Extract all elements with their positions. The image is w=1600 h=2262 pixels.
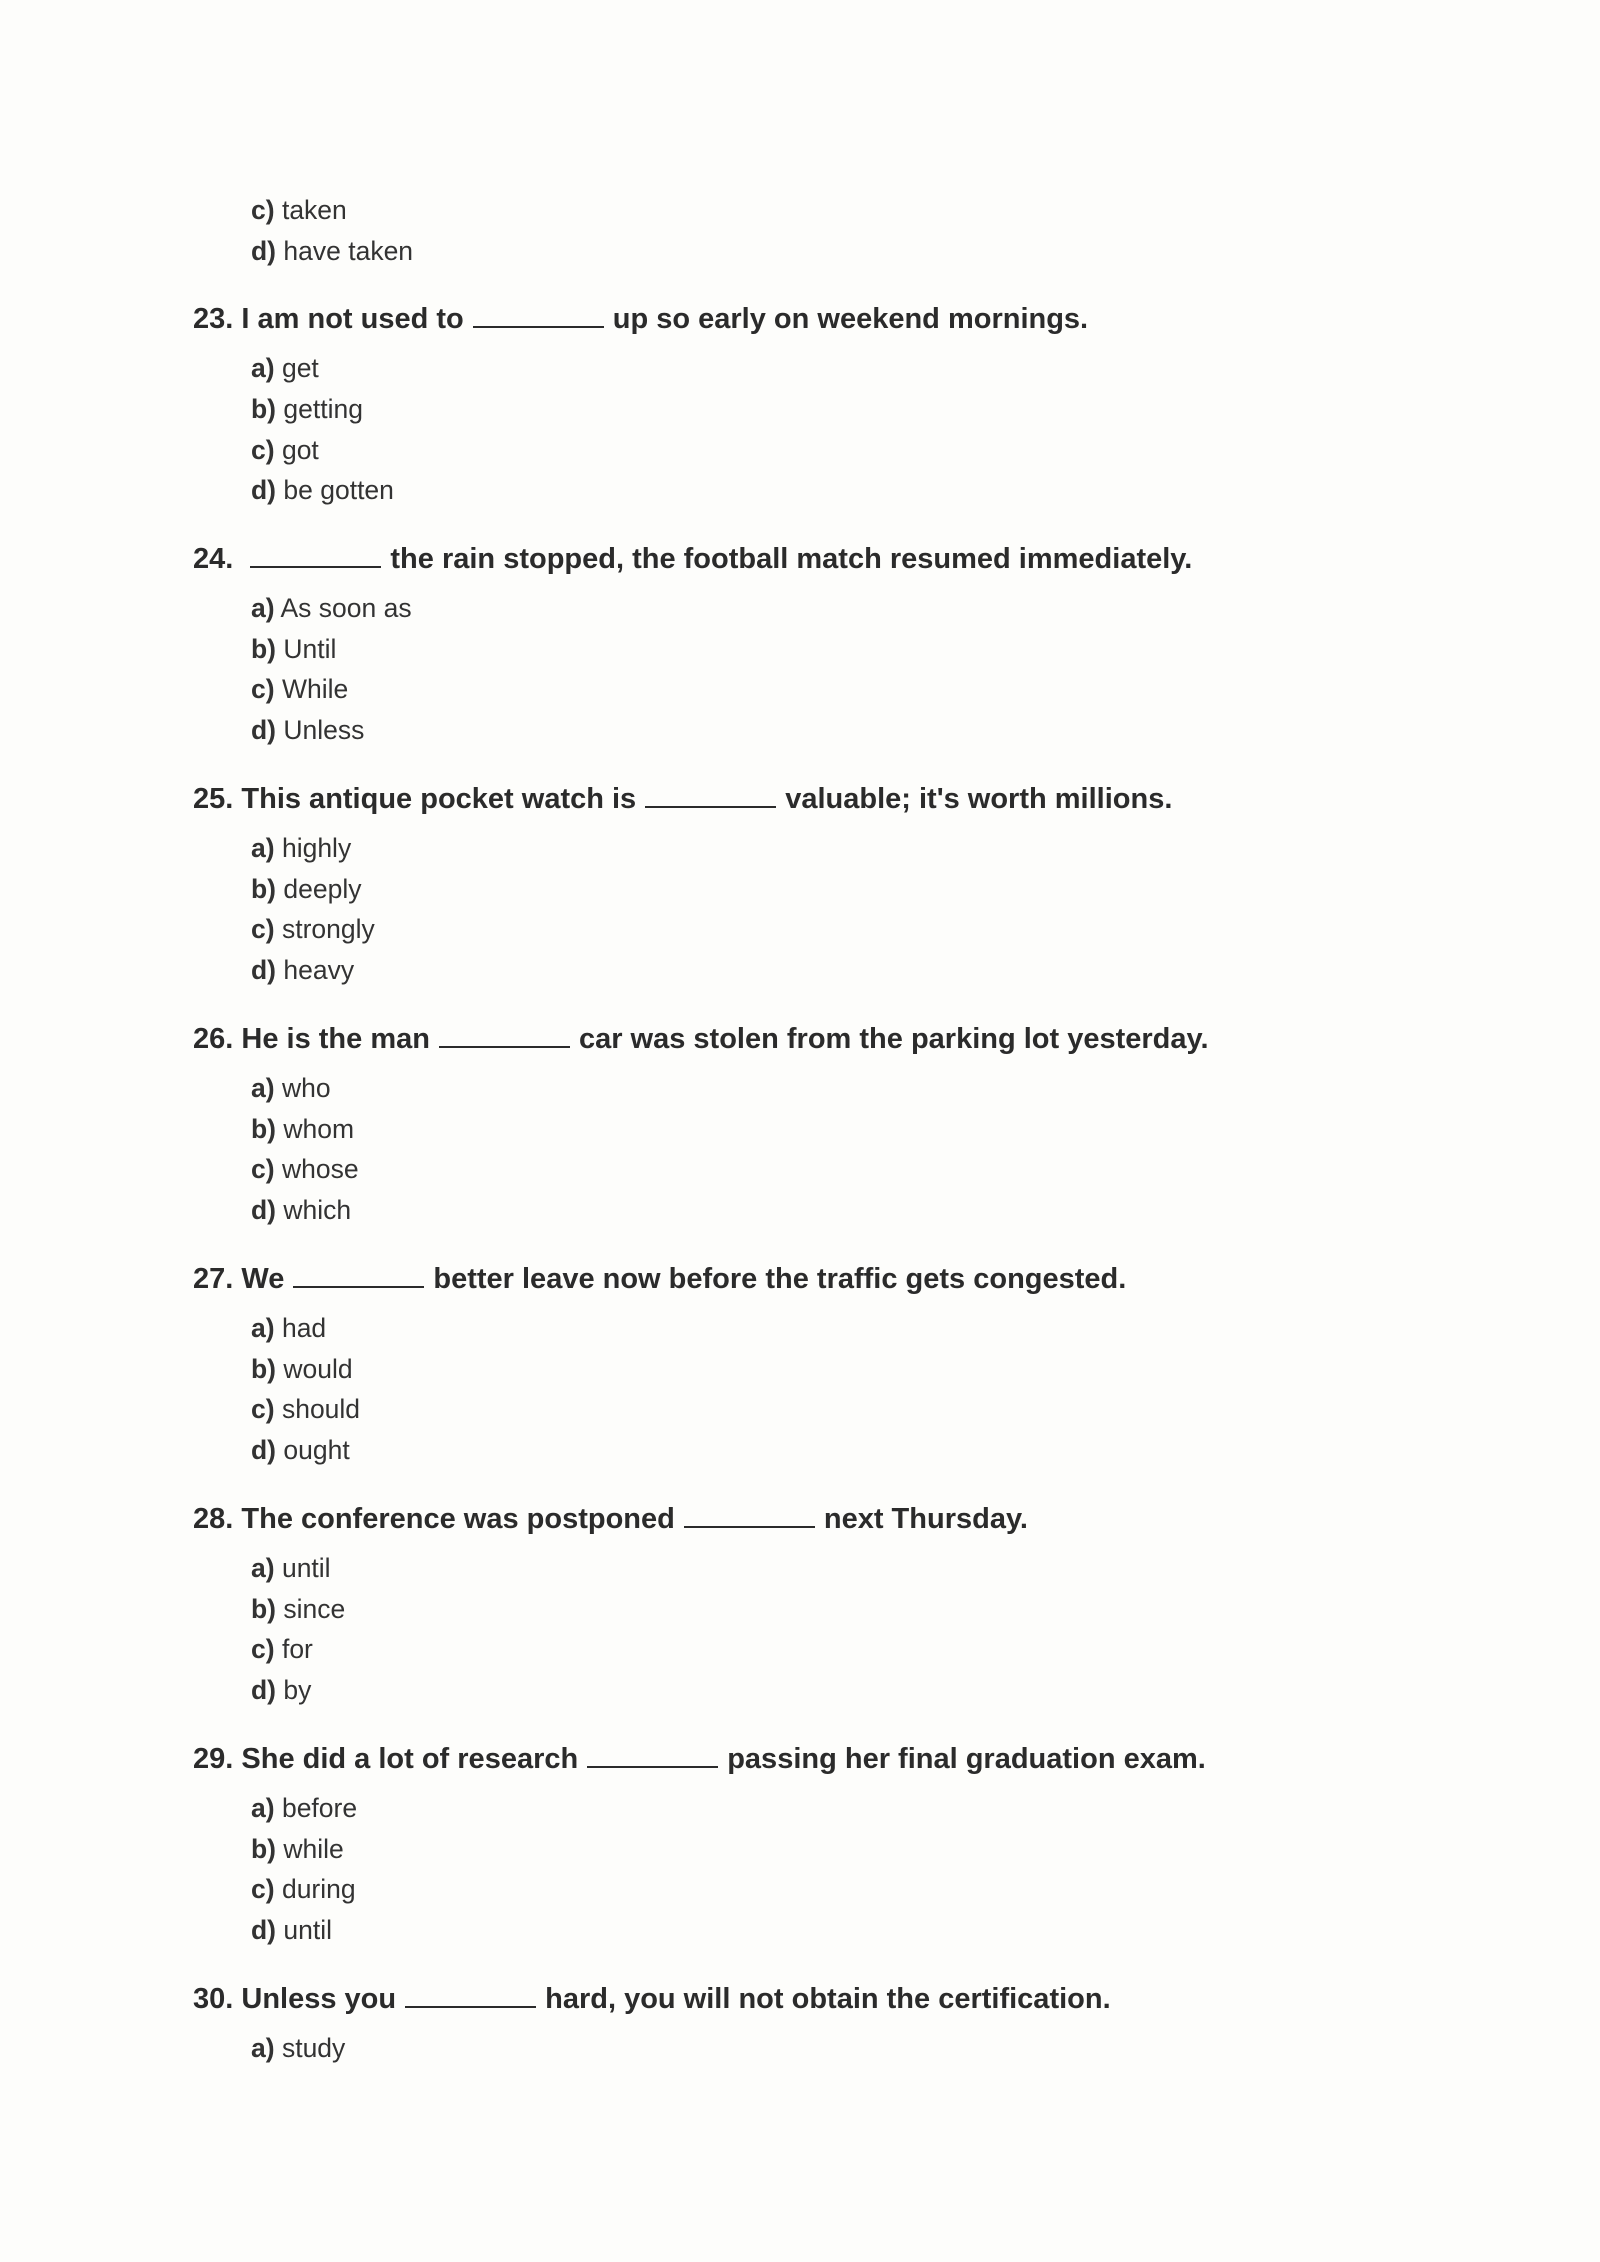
option-item	[251, 595, 412, 622]
option-item	[251, 1156, 359, 1183]
option-item	[251, 1315, 326, 1342]
option-item	[251, 1917, 332, 1944]
option-text: study	[281, 2033, 346, 2063]
option-text: Unless	[283, 715, 365, 745]
question-25	[193, 785, 1172, 814]
option-text: during	[281, 1874, 356, 1904]
option-text: got	[281, 435, 319, 465]
option-text: deeply	[283, 874, 362, 904]
option-item	[251, 676, 348, 703]
question-text-after: valuable; it's worth millions.	[785, 783, 1173, 815]
option-letter: c)	[251, 1874, 275, 1904]
option-letter: a)	[251, 833, 275, 863]
option-letter: c)	[251, 914, 275, 944]
option-item	[251, 876, 361, 903]
option-letter: b)	[251, 1594, 277, 1624]
option-letter: c)	[251, 1394, 275, 1424]
question-text-before: This antique pocket watch is	[241, 783, 637, 815]
answer-blank	[473, 326, 604, 328]
question-27	[193, 1265, 1126, 1294]
option-text: until	[283, 1915, 333, 1945]
option-text: who	[281, 1073, 331, 1103]
option-letter: c)	[251, 195, 275, 225]
option-letter: a)	[251, 1793, 275, 1823]
option-item	[251, 1437, 350, 1464]
question-number: 30.	[193, 1983, 234, 2015]
option-letter: b)	[251, 394, 277, 424]
option-text: get	[281, 353, 319, 383]
option-text: ought	[283, 1435, 350, 1465]
option-text: would	[283, 1354, 353, 1384]
option-item	[251, 197, 347, 224]
option-letter: a)	[251, 593, 275, 623]
option-item	[251, 1396, 360, 1423]
option-text: should	[281, 1394, 361, 1424]
answer-blank	[250, 566, 381, 568]
question-text-before: He is the man	[241, 1023, 430, 1055]
question-text-after: next Thursday.	[823, 1503, 1028, 1535]
question-number: 25.	[193, 783, 234, 815]
answer-blank	[405, 2006, 536, 2008]
question-text-after: hard, you will not obtain the certification.	[545, 1983, 1111, 2015]
option-text: whom	[283, 1114, 355, 1144]
option-item	[251, 1636, 313, 1663]
option-item	[251, 1116, 354, 1143]
question-text-before: I am not used to	[241, 303, 464, 335]
option-text: taken	[281, 195, 347, 225]
option-letter: c)	[251, 1634, 275, 1664]
option-letter: a)	[251, 1073, 275, 1103]
answer-blank	[684, 1526, 815, 1528]
option-letter: d)	[251, 236, 277, 266]
option-item	[251, 1075, 331, 1102]
option-letter: b)	[251, 1114, 277, 1144]
option-text: highly	[281, 833, 352, 863]
question-30	[193, 1985, 1111, 2014]
option-letter: d)	[251, 1915, 277, 1945]
question-text-after: better leave now before the traffic gets congested.	[433, 1263, 1127, 1295]
answer-blank	[293, 1286, 424, 1288]
option-text: since	[283, 1594, 346, 1624]
question-number: 28.	[193, 1503, 234, 1535]
option-letter: d)	[251, 715, 277, 745]
option-item	[251, 916, 375, 943]
option-text: have taken	[283, 236, 414, 266]
option-letter: a)	[251, 353, 275, 383]
option-item	[251, 1876, 356, 1903]
question-23	[193, 305, 1088, 334]
option-text: which	[283, 1195, 352, 1225]
option-text: while	[283, 1834, 344, 1864]
question-29	[193, 1745, 1206, 1774]
option-letter: b)	[251, 634, 277, 664]
option-letter: b)	[251, 1354, 277, 1384]
option-letter: c)	[251, 435, 275, 465]
option-item	[251, 1356, 353, 1383]
answer-blank	[645, 806, 776, 808]
question-26	[193, 1025, 1209, 1054]
option-text: by	[283, 1675, 312, 1705]
option-text: strongly	[281, 914, 375, 944]
option-item	[251, 355, 319, 382]
option-letter: d)	[251, 1435, 277, 1465]
option-text: getting	[283, 394, 363, 424]
question-text-before: The conference was postponed	[241, 1503, 675, 1535]
option-item	[251, 636, 336, 663]
question-text-after: up so early on weekend mornings.	[612, 303, 1089, 335]
option-letter: a)	[251, 2033, 275, 2063]
option-item	[251, 238, 413, 265]
question-text-before: We	[241, 1263, 285, 1295]
answer-blank	[439, 1046, 570, 1048]
option-text: Until	[283, 634, 337, 664]
question-number: 23.	[193, 303, 234, 335]
question-number: 26.	[193, 1023, 234, 1055]
question-number: 29.	[193, 1743, 234, 1775]
option-text: before	[281, 1793, 358, 1823]
question-text-before: Unless you	[241, 1983, 397, 2015]
question-number: 27.	[193, 1263, 234, 1295]
question-text-after: passing her final graduation exam.	[727, 1743, 1206, 1775]
option-text: be gotten	[283, 475, 394, 505]
question-24	[193, 545, 1192, 574]
option-item	[251, 477, 394, 504]
option-letter: b)	[251, 1834, 277, 1864]
option-item	[251, 1555, 331, 1582]
question-text-before: She did a lot of research	[241, 1743, 579, 1775]
option-letter: d)	[251, 475, 277, 505]
option-item	[251, 1197, 351, 1224]
option-letter: c)	[251, 674, 275, 704]
option-letter: d)	[251, 955, 277, 985]
option-item	[251, 1677, 311, 1704]
answer-blank	[587, 1766, 718, 1768]
option-item	[251, 835, 351, 862]
option-text: While	[281, 674, 349, 704]
option-text: heavy	[283, 955, 355, 985]
option-text: until	[281, 1553, 331, 1583]
option-text: whose	[281, 1154, 359, 1184]
option-item	[251, 957, 354, 984]
option-letter: a)	[251, 1313, 275, 1343]
option-item	[251, 2035, 345, 2062]
question-text-after: the rain stopped, the football match resumed immediately.	[390, 543, 1193, 575]
option-letter: b)	[251, 874, 277, 904]
question-28	[193, 1505, 1028, 1534]
option-letter: d)	[251, 1675, 277, 1705]
option-text: As soon as	[280, 593, 412, 623]
option-item	[251, 437, 319, 464]
option-item	[251, 1836, 344, 1863]
option-item	[251, 1596, 345, 1623]
option-item	[251, 1795, 357, 1822]
option-item	[251, 717, 364, 744]
question-text-after: car was stolen from the parking lot yesterday.	[578, 1023, 1209, 1055]
option-letter: c)	[251, 1154, 275, 1184]
option-text: for	[281, 1634, 313, 1664]
option-letter: d)	[251, 1195, 277, 1225]
option-item	[251, 396, 363, 423]
option-text: had	[281, 1313, 327, 1343]
option-letter: a)	[251, 1553, 275, 1583]
question-number: 24.	[193, 543, 234, 575]
